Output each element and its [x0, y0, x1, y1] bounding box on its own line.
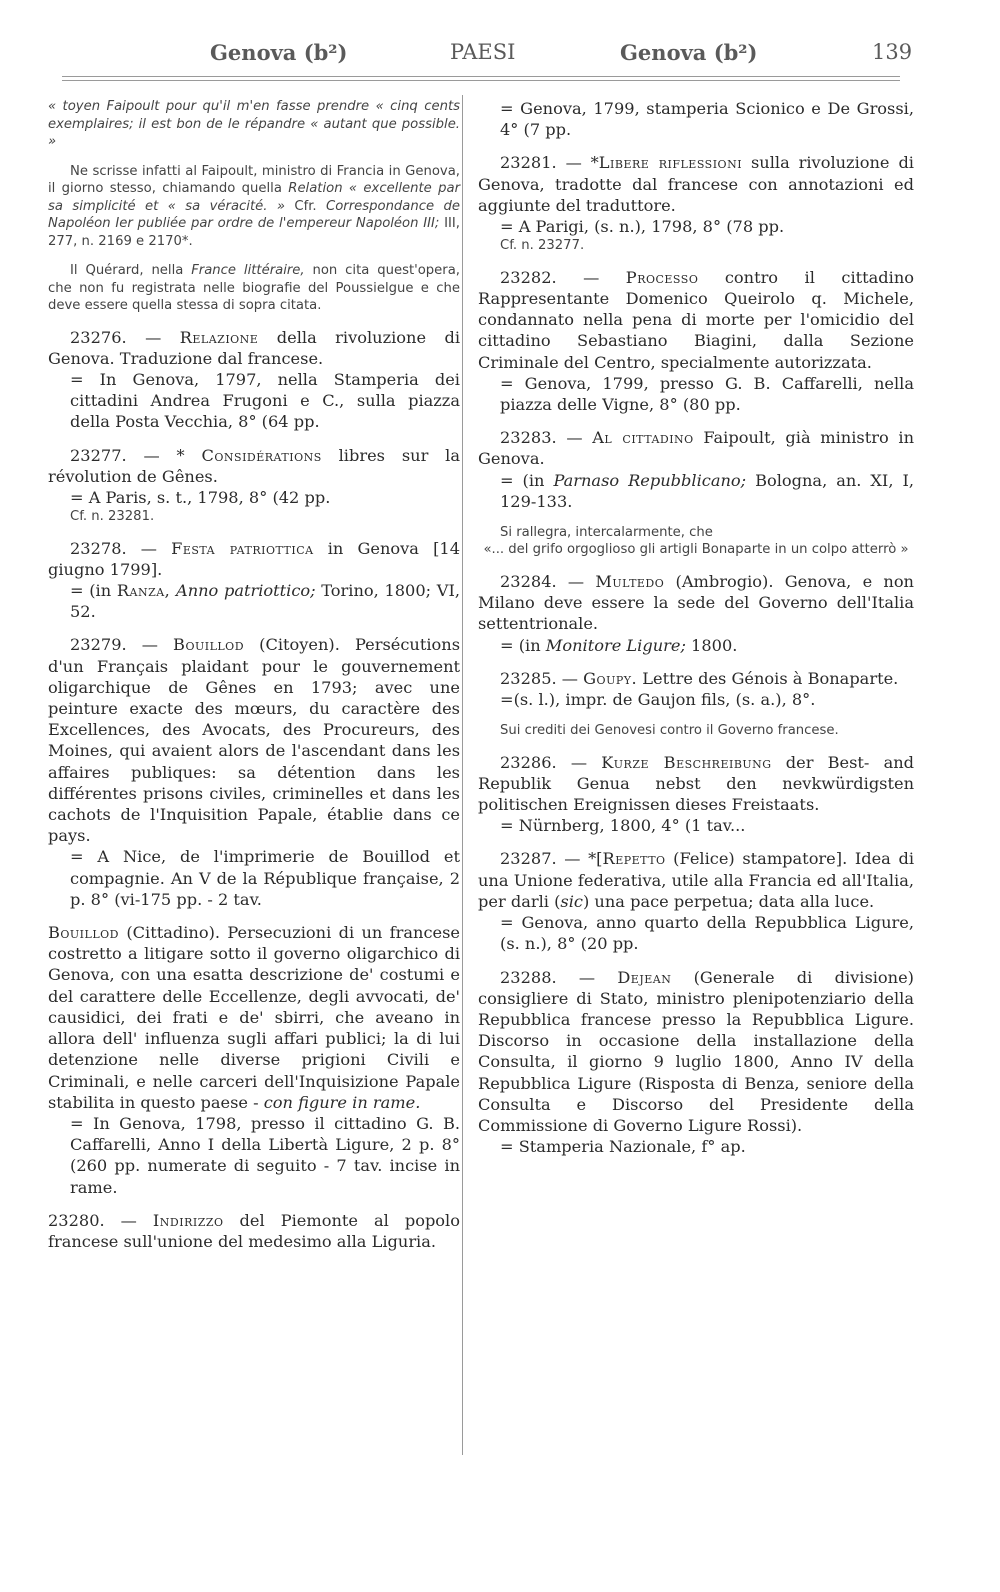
entry-23284-imprint: = (in Monitore Ligure; 1800.: [500, 635, 738, 655]
entry-23277: 23277. — * Considérations libres sur la révolution de Gênes.: [48, 445, 460, 486]
entry-23286: 23286. — Kurze Beschreibung der Best- and Republik Genua nebst den nevkwürdigsten politischen Ereignissen dieses Freistaats.: [478, 752, 915, 815]
entry-23288: 23288. — Dejean (Generale di divisione) consigliere di Stato, ministro plenipotenziario della Repubblica francese presso la Repubblica Ligure. Discorso in occasione della installazione della Consulta, il giorno 9 luglio 1800, Anno IV della Repubblica Ligure (Risposta di Benza, seniore della Consulta e Discorso del Presidente della Commissione di Governo Ligure Rossi).: [478, 967, 914, 1135]
entry-23281: 23281. — *Libere riflessioni sulla rivoluzione di Genova, tradotte dal francese con annotazioni ed aggiunte del traduttore.: [478, 153, 914, 215]
entry-23286-imprint: = Nürnberg, 1800, 4° (1 tav...: [500, 816, 746, 836]
entry-23280: 23280. — Indirizzo del Piemonte al popolo francese sull'unione del medesimo alla Liguria.: [48, 1210, 460, 1251]
header-rule-top: [62, 76, 900, 77]
entry-23278-imprint: = (in Ranza, Anno patriottico; Torino, 1800; VI, 52.: [70, 581, 460, 622]
quote-continuation: « toyen Faipoult pour qu'il m'en fasse prendre « cinq cents exemplaires; il est bon de le répandre « autant que possible. »: [48, 99, 460, 149]
entry-23279-italian-imprint: = In Genova, 1798, presso il cittadino G. B. Caffarelli, Anno I della Libertà Ligure, 2 p. 8° (260 pp. numerate di seguito - 7 tav. incise in rame.: [70, 1113, 460, 1197]
entry-23276: 23276. — Relazione della rivoluzione di Genova. Traduzione dal francese.: [48, 327, 460, 368]
entry-23277-imprint: = A Paris, s. t., 1798, 8° (42 pp.: [70, 487, 331, 507]
entry-23278: 23278. — Festa patriottica in Genova [14 giugno 1799].: [48, 538, 461, 579]
column-divider: [462, 95, 463, 1455]
entry-23287-imprint: = Genova, anno quarto della Repubblica Ligure, (s. n.), 8° (20 pp.: [500, 913, 914, 954]
entry-23282: 23282. — Processo contro il cittadino Rappresentante Domenico Queirolo q. Michele, condannato nella pena di morte per l'omicidio del cittadino Sebastiano Biagini, dalla Sezione Criminale del Centro, specialmente autorizzata.: [478, 267, 914, 372]
entry-23279-imprint: = A Nice, de l'imprimerie de Bouillod et compagnie. An V de la République française, 2 p. 8° (vi-175 pp. - 2 tav.: [70, 847, 460, 909]
entry-23283-imprint: = (in Parnaso Repubblicano; Bologna, an. XI, I, 129-133.: [500, 470, 914, 511]
entry-23283: 23283. — Al cittadino Faipoult, già ministro in Genova.: [478, 428, 915, 469]
entry-23287: 23287. — *[Repetto (Felice) stampatore]. Idea di una Unione federativa, utile alla Francia ed all'Italia, per darli (sic) una pace perpetua; data alla luce.: [478, 849, 914, 911]
right-column: [478, 98, 914, 1157]
header-center-title: PAESI: [450, 40, 516, 64]
entry-23285-imprint: =(s. l.), impr. de Gaujon fils, (s. a.), 8°.: [500, 689, 816, 709]
entry-23288-imprint: = Stamperia Nazionale, f° ap.: [500, 1137, 746, 1157]
entry-23281-imprint: = A Parigi, (s. n.), 1798, 8° (78 pp.: [500, 217, 785, 237]
page-number: 139: [872, 40, 913, 64]
entry-23276-imprint: = In Genova, 1797, nella Stamperia dei cittadini Andrea Frugoni e C., sulla piazza della Posta Vecchia, 8° (64 pp.: [70, 369, 460, 432]
entry-23283-note: Si rallegra, intercalarmente, che: [500, 524, 713, 540]
running-header: [50, 40, 913, 80]
entry-23279: 23279. — Bouillod (Citoyen). Persécutions d'un Français plaidant pour le gouvernement oligarchique de Gênes en 1793; avec une peinture exacte des mœurs, du caractère des Excellences, des Avocats, des Procureurs, des Moines, qui avaient alors de l'ascendant dans les affaires publiques: sa détention dans les différentes prisons civiles, criminelles et dans les cachots de l'Inquisition Papale, établie dans ce pays.: [48, 635, 460, 846]
entry-23280-imprint: = Genova, 1799, stamperia Scionico e De Grossi, 4° (7 pp.: [500, 99, 914, 140]
entry-23282-imprint: = Genova, 1799, presso G. B. Caffarelli, nella piazza delle Vigne, 8° (80 pp.: [500, 373, 914, 414]
entry-23277-crossref: Cf. n. 23281.: [70, 509, 155, 525]
entry-23285: 23285. — Goupy. Lettre des Génois à Bonaparte.: [500, 668, 899, 688]
left-column: [48, 98, 460, 1252]
entry-23281-crossref: Cf. n. 23277.: [500, 238, 585, 254]
note-paragraph: Ne scrisse infatti al Faipoult, ministro di Francia in Genova, il giorno stesso, chiamando quella Relation « excellente par sa simplicité et « sa véracité. » Cfr. Correspondance de Napoléon Ier publiée par ordre de l'empereur Napoléon III; III, 277, n. 2169 e 2170*.: [48, 163, 460, 249]
header-rule-bottom: [62, 80, 900, 81]
entry-23283-quote: «... del grifo orgoglioso gli artigli Bonaparte in un colpo atterrò »: [483, 542, 909, 558]
header-left-title: Genova (b²): [210, 40, 348, 65]
entry-23284: 23284. — Multedo (Ambrogio). Genova, e non Milano deve essere la sede del Governo dell'Italia settentrionale.: [478, 571, 914, 634]
note-paragraph: Il Quérard, nella France littéraire, non cita quest'opera, che non fu registrata nelle biografie del Poussielgue e che deve essere quella stessa di sopra citata.: [48, 263, 460, 313]
entry-23285-note: Sui crediti dei Genovesi contro il Governo francese.: [500, 723, 839, 739]
entry-23279-italian: Bouillod (Cittadino). Persecuzioni di un francese costretto a litigare sotto il governo oligarchico di Genova, con una esatta descrizione de' costumi e del carattere delle Eccellenze, degli avvocati, de' causidici, dei frati e de' sbirri, che aveano in allora dell' influenza sugli affari publici; la di lui detenzione nelle diverse prigioni Civili e Criminali, e nelle carceri dell'Inquisizione Papale stabilita in questo paese - con figure in rame.: [48, 923, 460, 1112]
header-right-title: Genova (b²): [620, 40, 758, 65]
